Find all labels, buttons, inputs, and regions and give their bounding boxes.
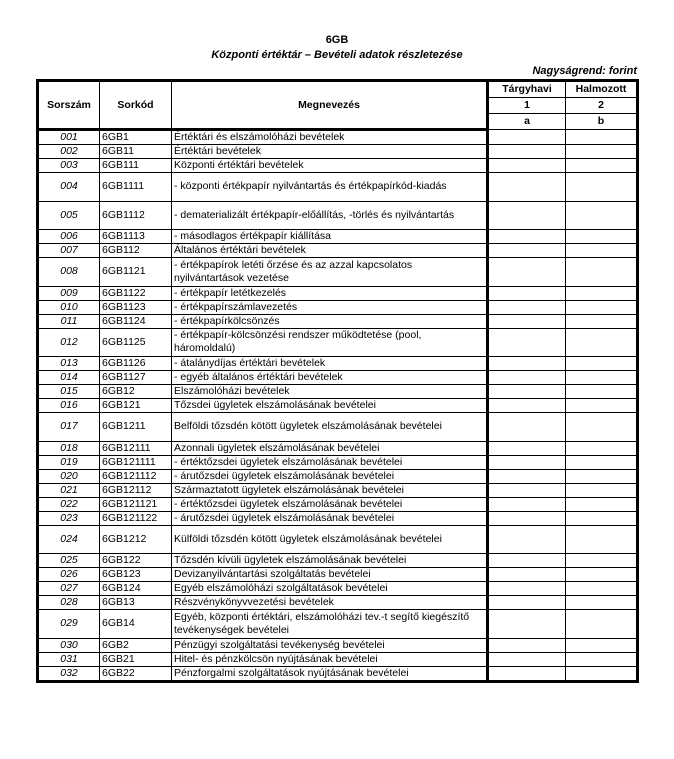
row-name: Devizanyilvántartási szolgáltatás bevételei — [172, 568, 488, 582]
row-name: Tőzsdén kívüli ügyletek elszámolásának bevételei — [172, 554, 488, 568]
halmozott-value-cell[interactable] — [566, 483, 638, 497]
header-megnevezes: Megnevezés — [172, 81, 488, 130]
table-row — [38, 610, 638, 639]
targyhavi-value-cell[interactable] — [488, 497, 566, 511]
row-number: 008 — [38, 258, 100, 287]
row-code: 6GB1111 — [100, 173, 172, 202]
targyhavi-value-cell[interactable] — [488, 441, 566, 455]
row-number: 003 — [38, 159, 100, 173]
row-number: 015 — [38, 385, 100, 399]
halmozott-value-cell[interactable] — [566, 244, 638, 258]
row-code: 6GB1125 — [100, 328, 172, 357]
targyhavi-value-cell[interactable] — [488, 314, 566, 328]
row-number: 019 — [38, 455, 100, 469]
row-name: - árutőzsdei ügyletek elszámolásának bevételei — [172, 511, 488, 525]
row-name: Származtatott ügyletek elszámolásának bevételei — [172, 483, 488, 497]
row-code: 6GB11 — [100, 145, 172, 159]
table-row — [38, 357, 638, 371]
row-number: 007 — [38, 244, 100, 258]
row-name: - árutőzsdei ügyletek elszámolásának bevételei — [172, 469, 488, 483]
row-name: Tőzsdei ügyletek elszámolásának bevételei — [172, 399, 488, 413]
table-row — [38, 652, 638, 666]
header-sorszam: Sorszám — [38, 81, 100, 130]
targyhavi-value-cell[interactable] — [488, 568, 566, 582]
table-row — [38, 145, 638, 159]
row-code: 6GB124 — [100, 582, 172, 596]
row-number: 017 — [38, 413, 100, 442]
targyhavi-value-cell[interactable] — [488, 596, 566, 610]
table-row — [38, 130, 638, 145]
row-code: 6GB12111 — [100, 441, 172, 455]
table-row — [38, 173, 638, 202]
row-code: 6GB1124 — [100, 314, 172, 328]
table-row — [38, 371, 638, 385]
targyhavi-value-cell[interactable] — [488, 610, 566, 639]
row-code: 6GB111 — [100, 159, 172, 173]
halmozott-value-cell[interactable] — [566, 286, 638, 300]
row-name: - értéktőzsdei ügyletek elszámolásának bevételei — [172, 497, 488, 511]
targyhavi-value-cell[interactable] — [488, 244, 566, 258]
targyhavi-value-cell[interactable] — [488, 385, 566, 399]
halmozott-value-cell[interactable] — [566, 399, 638, 413]
halmozott-value-cell[interactable] — [566, 666, 638, 681]
halmozott-value-cell[interactable] — [566, 328, 638, 357]
halmozott-value-cell[interactable] — [566, 371, 638, 385]
targyhavi-value-cell[interactable] — [488, 286, 566, 300]
targyhavi-value-cell[interactable] — [488, 130, 566, 145]
halmozott-value-cell[interactable] — [566, 511, 638, 525]
row-number: 031 — [38, 652, 100, 666]
row-name: Egyéb elszámolóházi szolgáltatások bevételei — [172, 582, 488, 596]
table-body — [38, 130, 638, 682]
row-number: 029 — [38, 610, 100, 639]
row-code: 6GB1113 — [100, 230, 172, 244]
row-name: Pénzügyi szolgáltatási tevékenység bevételei — [172, 638, 488, 652]
table-row — [38, 638, 638, 652]
row-number: 005 — [38, 201, 100, 230]
row-code: 6GB121 — [100, 399, 172, 413]
row-code: 6GB22 — [100, 666, 172, 681]
row-name: - dematerializált értékpapír-előállítás, -törlés és nyilvántartás — [172, 201, 488, 230]
table-row — [38, 314, 638, 328]
row-number: 012 — [38, 328, 100, 357]
targyhavi-value-cell[interactable] — [488, 159, 566, 173]
header-col2-letter: b — [566, 114, 638, 130]
row-code: 6GB121121 — [100, 497, 172, 511]
halmozott-value-cell[interactable] — [566, 159, 638, 173]
row-code: 6GB121111 — [100, 455, 172, 469]
row-name: - értékpapírkölcsönzés — [172, 314, 488, 328]
row-number: 011 — [38, 314, 100, 328]
row-code: 6GB1211 — [100, 413, 172, 442]
row-name: - értékpapír letétkezelés — [172, 286, 488, 300]
row-code: 6GB13 — [100, 596, 172, 610]
row-name: Központi értéktári bevételek — [172, 159, 488, 173]
table-row — [38, 596, 638, 610]
targyhavi-value-cell[interactable] — [488, 145, 566, 159]
row-name: Értéktári bevételek — [172, 145, 488, 159]
row-name: - értékpapír-kölcsönzési rendszer működtetése (pool, háromoldalú) — [172, 328, 488, 357]
row-number: 014 — [38, 371, 100, 385]
table-row — [38, 568, 638, 582]
row-name: Belföldi tőzsdén kötött ügyletek elszámolásának bevételei — [172, 413, 488, 442]
table-row — [38, 399, 638, 413]
row-code: 6GB1127 — [100, 371, 172, 385]
table-row — [38, 469, 638, 483]
row-number: 002 — [38, 145, 100, 159]
table-row — [38, 441, 638, 455]
row-number: 022 — [38, 497, 100, 511]
halmozott-value-cell[interactable] — [566, 173, 638, 202]
row-name: Azonnali ügyletek elszámolásának bevételei — [172, 441, 488, 455]
row-number: 020 — [38, 469, 100, 483]
row-number: 026 — [38, 568, 100, 582]
row-code: 6GB121112 — [100, 469, 172, 483]
halmozott-value-cell[interactable] — [566, 258, 638, 287]
table-row — [38, 666, 638, 681]
halmozott-value-cell[interactable] — [566, 314, 638, 328]
row-name: - értékpapírszámlavezetés — [172, 300, 488, 314]
targyhavi-value-cell[interactable] — [488, 201, 566, 230]
table-row — [38, 497, 638, 511]
table-row — [38, 511, 638, 525]
row-number: 032 — [38, 666, 100, 681]
halmozott-value-cell[interactable] — [566, 413, 638, 442]
table-row — [38, 159, 638, 173]
table-row — [38, 385, 638, 399]
targyhavi-value-cell[interactable] — [488, 483, 566, 497]
halmozott-value-cell[interactable] — [566, 455, 638, 469]
targyhavi-value-cell[interactable] — [488, 469, 566, 483]
document-subtitle: Központi értéktár – Bevételi adatok részletezése — [211, 49, 463, 61]
table-row — [38, 328, 638, 357]
row-name: Elszámolóházi bevételek — [172, 385, 488, 399]
row-number: 025 — [38, 554, 100, 568]
table-row — [38, 413, 638, 442]
halmozott-value-cell[interactable] — [566, 652, 638, 666]
row-name: Pénzforgalmi szolgáltatások nyújtásának bevételei — [172, 666, 488, 681]
table-row — [38, 286, 638, 300]
halmozott-value-cell[interactable] — [566, 230, 638, 244]
halmozott-value-cell[interactable] — [566, 385, 638, 399]
row-code: 6GB1126 — [100, 357, 172, 371]
row-number: 024 — [38, 525, 100, 554]
row-code: 6GB1 — [100, 130, 172, 145]
unit-label: Nagyságrend: forint — [532, 65, 637, 77]
halmozott-value-cell[interactable] — [566, 300, 638, 314]
targyhavi-value-cell[interactable] — [488, 413, 566, 442]
halmozott-value-cell[interactable] — [566, 525, 638, 554]
row-code: 6GB112 — [100, 244, 172, 258]
halmozott-value-cell[interactable] — [566, 497, 638, 511]
row-code: 6GB1121 — [100, 258, 172, 287]
row-code: 6GB14 — [100, 610, 172, 639]
halmozott-value-cell[interactable] — [566, 554, 638, 568]
table-row — [38, 554, 638, 568]
row-code: 6GB1112 — [100, 201, 172, 230]
row-name: Egyéb, központi értéktári, elszámolóházi tev.-t segítő kiegészítő tevékenységek bevételei — [172, 610, 488, 639]
targyhavi-value-cell[interactable] — [488, 511, 566, 525]
row-code: 6GB2 — [100, 638, 172, 652]
halmozott-value-cell[interactable] — [566, 582, 638, 596]
table-row — [38, 483, 638, 497]
header-targyhavi: Tárgyhavi — [488, 81, 566, 98]
row-name: Hitel- és pénzkölcsön nyújtásának bevételei — [172, 652, 488, 666]
targyhavi-value-cell[interactable] — [488, 399, 566, 413]
row-number: 023 — [38, 511, 100, 525]
table-row — [38, 244, 638, 258]
header-col1-number: 1 — [488, 98, 566, 114]
row-number: 030 — [38, 638, 100, 652]
row-name: Értéktári és elszámolóházi bevételek — [172, 130, 488, 145]
halmozott-value-cell[interactable] — [566, 145, 638, 159]
targyhavi-value-cell[interactable] — [488, 525, 566, 554]
row-number: 009 — [38, 286, 100, 300]
header-col2-number: 2 — [566, 98, 638, 114]
targyhavi-value-cell[interactable] — [488, 652, 566, 666]
row-name: - átalánydíjas értéktári bevételek — [172, 357, 488, 371]
row-number: 021 — [38, 483, 100, 497]
row-code: 6GB121122 — [100, 511, 172, 525]
table-row — [38, 455, 638, 469]
row-code: 6GB12112 — [100, 483, 172, 497]
table-row — [38, 258, 638, 287]
row-name: - értékpapírok letéti őrzése és az azzal kapcsolatos nyilvántartások vezetése — [172, 258, 488, 287]
document-title: 6GB — [325, 34, 349, 46]
row-code: 6GB123 — [100, 568, 172, 582]
row-number: 010 — [38, 300, 100, 314]
row-number: 016 — [38, 399, 100, 413]
row-name: Általános értéktári bevételek — [172, 244, 488, 258]
header-halmozott: Halmozott — [566, 81, 638, 98]
row-name: - értéktőzsdei ügyletek elszámolásának bevételei — [172, 455, 488, 469]
halmozott-value-cell[interactable] — [566, 610, 638, 639]
row-name: - központi értékpapír nyilvántartás és értékpapírkód-kiadás — [172, 173, 488, 202]
row-name: - másodlagos értékpapír kiállítása — [172, 230, 488, 244]
targyhavi-value-cell[interactable] — [488, 371, 566, 385]
targyhavi-value-cell[interactable] — [488, 582, 566, 596]
halmozott-value-cell[interactable] — [566, 441, 638, 455]
targyhavi-value-cell[interactable] — [488, 554, 566, 568]
table-row — [38, 230, 638, 244]
row-number: 027 — [38, 582, 100, 596]
row-code: 6GB12 — [100, 385, 172, 399]
targyhavi-value-cell[interactable] — [488, 666, 566, 681]
table-row — [38, 201, 638, 230]
header-sorkod: Sorkód — [100, 81, 172, 130]
row-number: 018 — [38, 441, 100, 455]
halmozott-value-cell[interactable] — [566, 469, 638, 483]
targyhavi-value-cell[interactable] — [488, 173, 566, 202]
targyhavi-value-cell[interactable] — [488, 357, 566, 371]
table-row — [38, 525, 638, 554]
row-code: 6GB1122 — [100, 286, 172, 300]
halmozott-value-cell[interactable] — [566, 638, 638, 652]
row-number: 028 — [38, 596, 100, 610]
row-code: 6GB21 — [100, 652, 172, 666]
table-row — [38, 582, 638, 596]
targyhavi-value-cell[interactable] — [488, 328, 566, 357]
table-row — [38, 300, 638, 314]
halmozott-value-cell[interactable] — [566, 357, 638, 371]
row-code: 6GB1212 — [100, 525, 172, 554]
targyhavi-value-cell[interactable] — [488, 258, 566, 287]
halmozott-value-cell[interactable] — [566, 201, 638, 230]
halmozott-value-cell[interactable] — [566, 130, 638, 145]
row-number: 006 — [38, 230, 100, 244]
row-code: 6GB122 — [100, 554, 172, 568]
targyhavi-value-cell[interactable] — [488, 638, 566, 652]
revenue-table — [36, 79, 639, 683]
row-code: 6GB1123 — [100, 300, 172, 314]
targyhavi-value-cell[interactable] — [488, 300, 566, 314]
row-name: - egyéb általános értéktári bevételek — [172, 371, 488, 385]
targyhavi-value-cell[interactable] — [488, 455, 566, 469]
targyhavi-value-cell[interactable] — [488, 230, 566, 244]
row-name: Részvénykönyvvezetési bevételek — [172, 596, 488, 610]
halmozott-value-cell[interactable] — [566, 596, 638, 610]
row-name: Külföldi tőzsdén kötött ügyletek elszámolásának bevételei — [172, 525, 488, 554]
row-number: 004 — [38, 173, 100, 202]
row-number: 013 — [38, 357, 100, 371]
header-col1-letter: a — [488, 114, 566, 130]
row-number: 001 — [38, 130, 100, 145]
halmozott-value-cell[interactable] — [566, 568, 638, 582]
